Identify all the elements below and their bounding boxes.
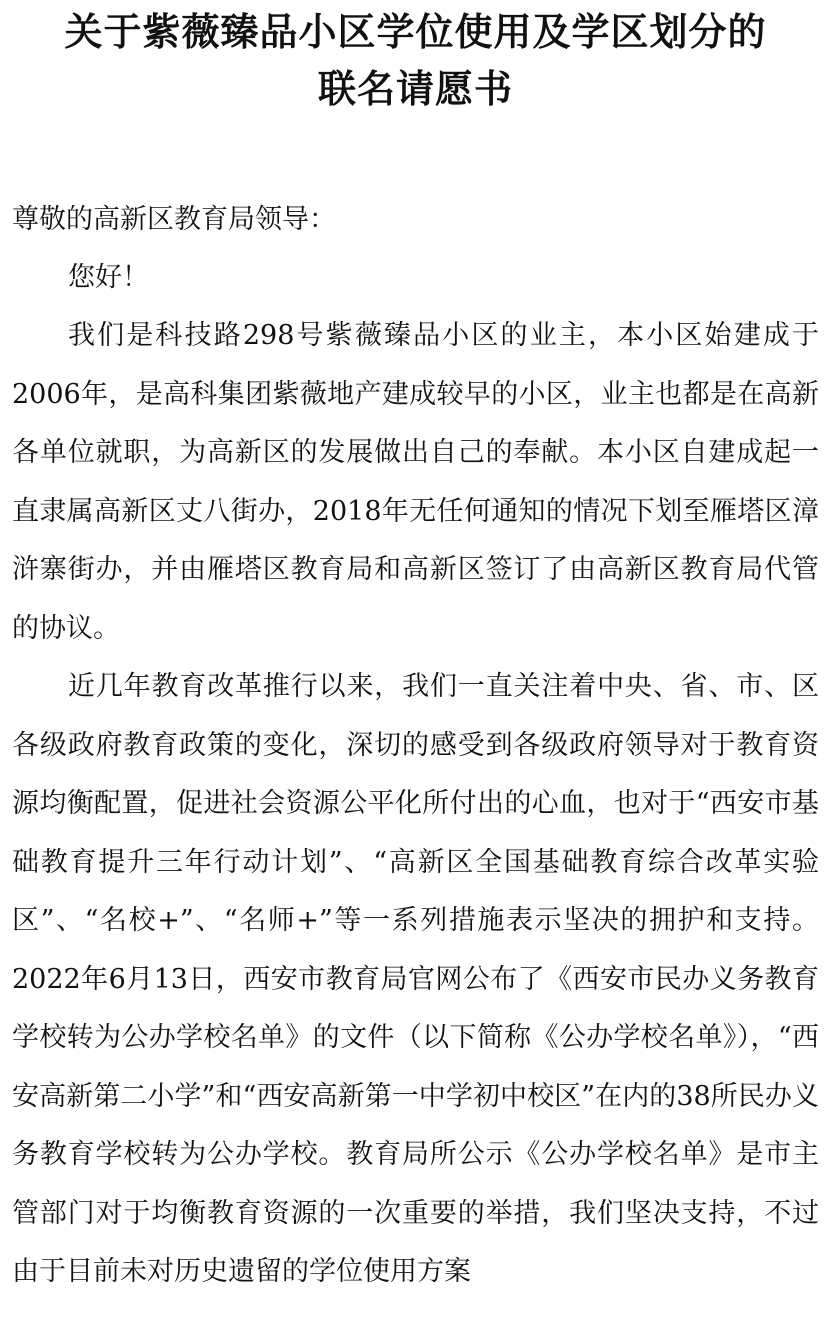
title-line-1: 关于紫薇臻品小区学位使用及学区划分的 [64, 10, 767, 54]
paragraph-1: 我们是科技路298号紫薇臻品小区的业主，本小区始建成于2006年，是高科集团紫薇地产建成较早的小区，业主也都是在高新各单位就职，为高新区的发展做出自己的奉献。本小区自建成起一直隶属高新区丈八街办，2018年无任何通知的情况下划至雁塔区漳浒寨街办，并由雁塔区教育局和高新区签订了由高新区教育局代管的协议。 [12, 320, 819, 644]
greeting: 您好！ [68, 262, 149, 293]
document-title [12, 0, 819, 118]
title-line-2: 联名请愿书 [317, 67, 513, 111]
salutation: 尊敬的高新区教育局领导： [12, 204, 336, 235]
paragraph-2: 近几年教育改革推行以来，我们一直关注着中央、省、市、区各级政府教育政策的变化，深切的感受到各级政府领导对于教育资源均衡配置，促进社会资源公平化所付出的心血，也对于“西安市基础教育提升三年行动计划”、“高新区全国基础教育综合改革实验区”、“名校+”、“名师+”等一系列措施表示坚决的拥护和支持。2022年6月13日，西安市教育局官网公布了《西安市民办义务教育学校转为公办学校名单》的文件（以下简称《公办学校名单》），“西安高新第二小学”和“西安高新第一中学初中校区”在内的38所民办义务教育学校转为公办学校。教育局所公示《公办学校名单》是市主管部门对于均衡教育资源的一次重要的举措，我们坚决支持，不过由于目前未对历史遗留的学位使用方案 [12, 671, 819, 1287]
